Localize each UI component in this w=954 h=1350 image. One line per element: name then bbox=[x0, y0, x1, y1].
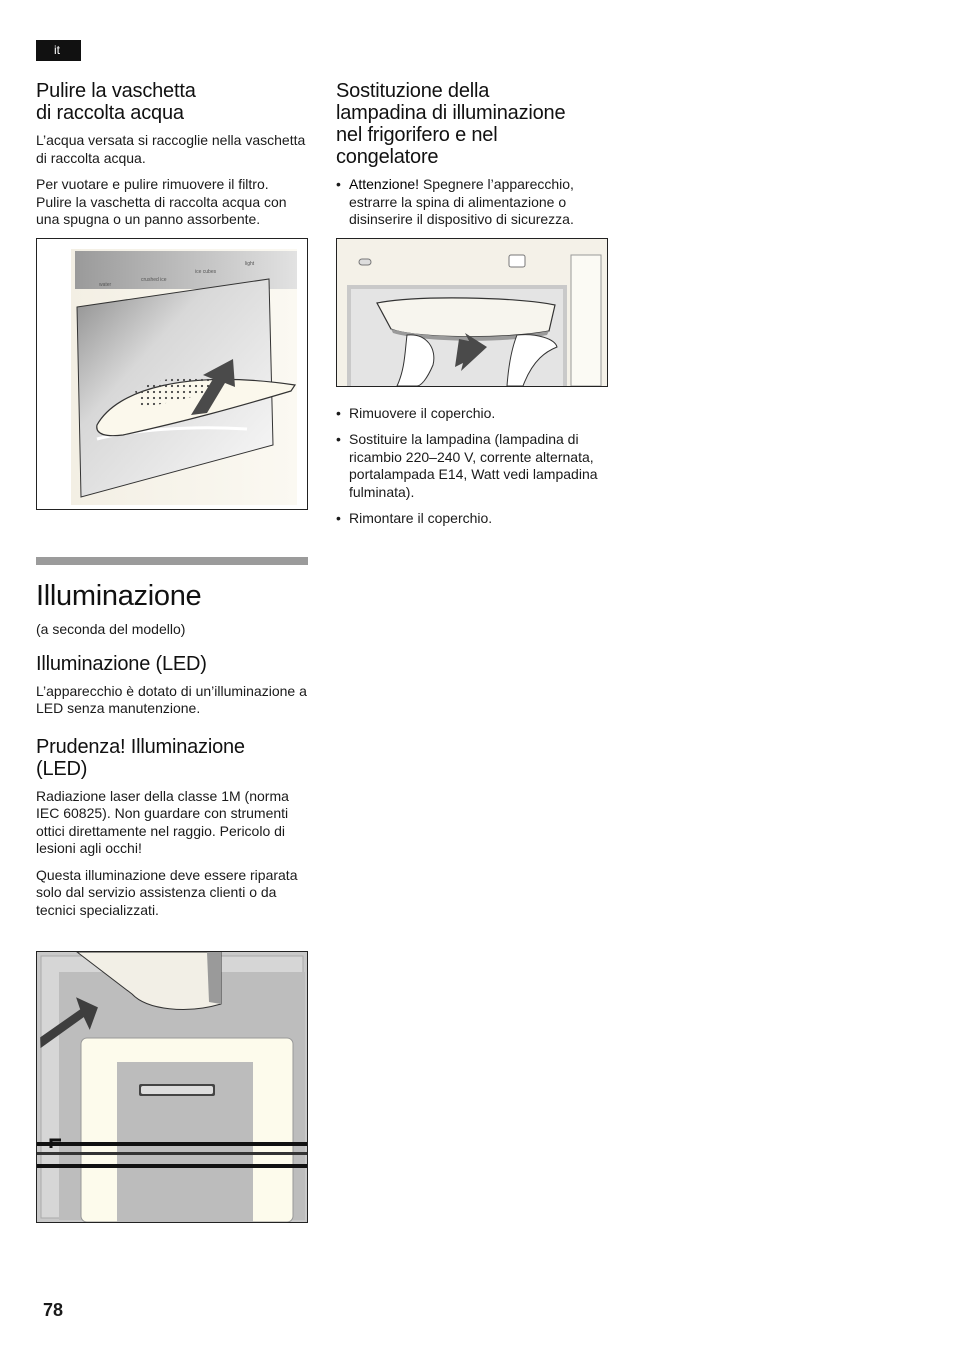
led-heading: Illuminazione (LED) bbox=[36, 652, 207, 675]
attention-item bbox=[336, 176, 612, 229]
panel-label-ice-cubes: ice cubes bbox=[195, 268, 217, 275]
lighting-section bbox=[36, 621, 308, 928]
led-illustration bbox=[36, 951, 308, 1223]
led-warning-heading-line2: (LED) bbox=[36, 757, 88, 780]
fridge-interior-drawing bbox=[37, 952, 307, 1222]
dispenser-drawing bbox=[37, 239, 307, 509]
water-tray-heading bbox=[36, 80, 308, 124]
bulb-heading-line1: Sostituzione della bbox=[336, 80, 490, 102]
water-tray-heading-line1: Pulire la vaschetta bbox=[36, 80, 196, 102]
language-badge: it bbox=[36, 40, 81, 61]
led-warning-text-1: Radiazione laser della classe 1M (norma IEC 60825). Non guardare con strumenti ottici direttamente nel raggio. Pericolo di lesioni agli occhi! bbox=[36, 787, 289, 856]
left-column bbox=[36, 80, 308, 510]
bulb-heading-line3: nel frigorifero e nel bbox=[336, 124, 498, 146]
led-warning-heading bbox=[36, 736, 308, 780]
led-warning-text-2: Questa illuminazione deve essere riparata solo dal servizio assistenza clienti o da tecnici specializzati. bbox=[36, 866, 298, 918]
bulb-heading-line4: congelatore bbox=[336, 146, 439, 168]
step-item-1: • Rimuovere il coperchio. bbox=[336, 405, 612, 423]
step-item-2: • Sostituire la lampadina (lampadina di ricambio 220–240 V, corrente alternata, portalampada E14, Watt vedi lampadina fulminata). bbox=[336, 431, 612, 501]
led-warning-heading-line1: Prudenza! Illuminazione bbox=[36, 735, 245, 758]
water-tray-heading-line2: di raccolta acqua bbox=[36, 102, 184, 124]
section-divider bbox=[36, 557, 308, 565]
panel-label-water: water bbox=[99, 281, 112, 288]
bulb-cover-illustration bbox=[336, 238, 608, 387]
steps-list bbox=[336, 405, 612, 528]
lamp-cover-drawing bbox=[337, 239, 607, 386]
panel-label-light: light bbox=[245, 260, 255, 267]
right-column bbox=[336, 80, 612, 537]
lighting-heading: Illuminazione bbox=[36, 580, 202, 612]
page-number: 78 bbox=[43, 1300, 64, 1320]
attention-text: Spegnere l’apparecchio, estrarre la spina di alimentazione o disinserire il dispositivo di sicurezza. bbox=[349, 176, 574, 227]
water-tray-text-1: L’acqua versata si raccoglie nella vaschetta di raccolta acqua. bbox=[36, 132, 306, 166]
attention-list bbox=[336, 176, 612, 229]
bulb-replacement-heading bbox=[336, 80, 612, 168]
model-note: (a seconda del modello) bbox=[36, 621, 186, 637]
water-tray-text-2: Per vuotare e pulire rimuovere il filtro. Pulire la vaschetta di raccolta acqua con una spugna o un panno assorbente. bbox=[36, 176, 287, 227]
attention-label: Attenzione! bbox=[349, 176, 420, 192]
step-item-3: • Rimontare il coperchio. bbox=[336, 510, 612, 528]
led-text: L’apparecchio è dotato di un’illuminazione a LED senza manutenzione. bbox=[36, 682, 307, 716]
bulb-heading-line2: lampadina di illuminazione bbox=[336, 102, 566, 124]
water-tray-illustration bbox=[36, 238, 308, 510]
panel-label-crushed-ice: crushed ice bbox=[141, 276, 167, 283]
